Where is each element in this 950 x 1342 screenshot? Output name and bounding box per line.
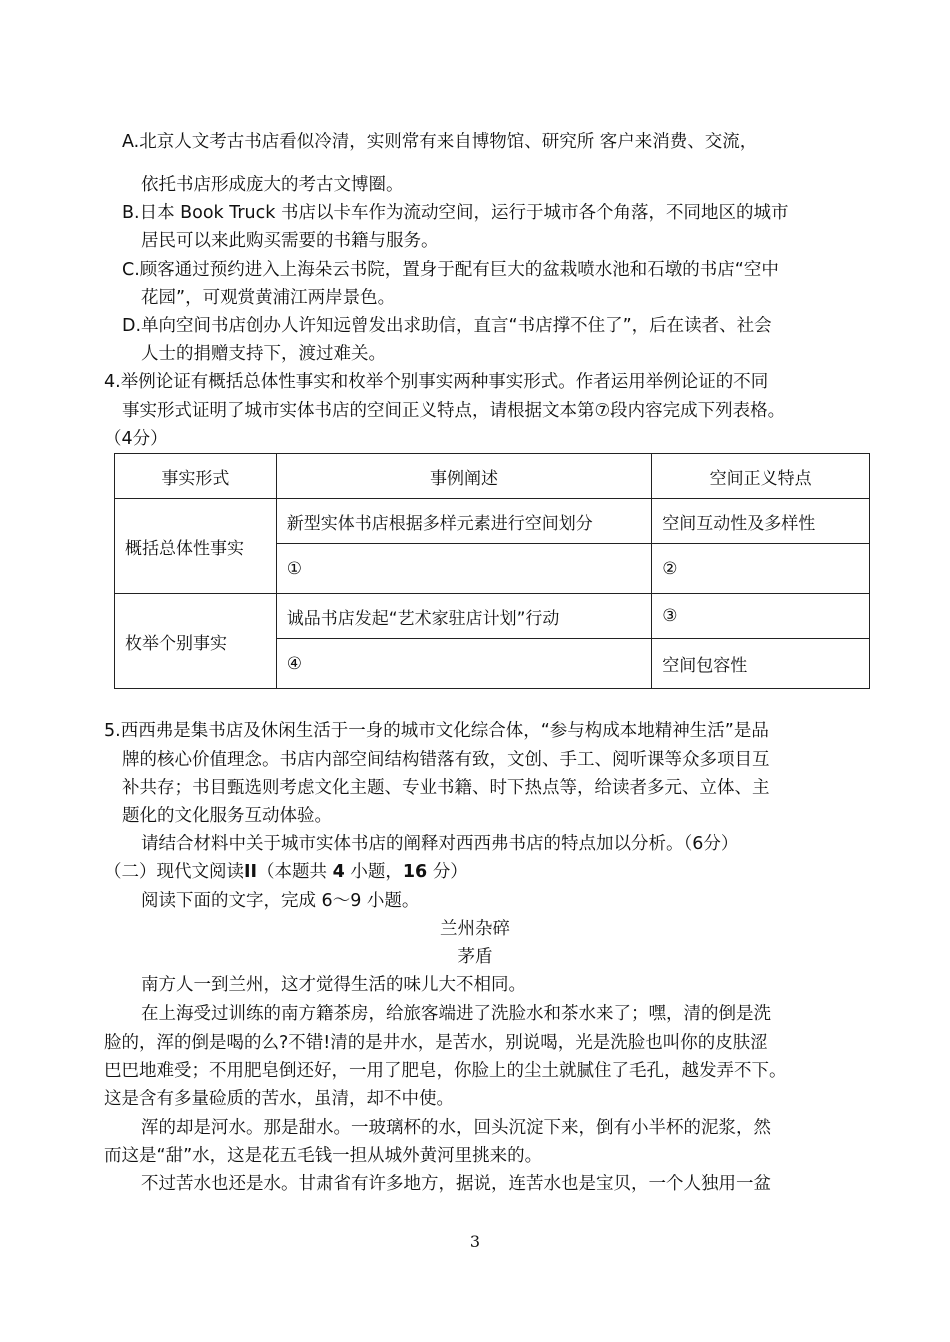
table-header: 空间正义特点 <box>652 454 870 499</box>
option-c-line2: 花园”，可观赏黄浦江两岸景色。 <box>141 288 396 308</box>
option-a-line2: 依托书店形成庞大的考古文博圈。 <box>141 175 404 195</box>
section-heading-text: （本题共 <box>257 862 328 882</box>
article-paragraph-2-line3: 巴巴地难受；不用肥皂倒还好，一用了肥皂，你脸上的尘土就腻住了毛孔，越发弄不下。 <box>104 1061 787 1081</box>
section-heading <box>104 860 468 884</box>
question-5-line2: 牌的核心价值理念。书店内部空间结构错落有致，文创、手工、阅听课等众多项目互 <box>122 750 770 770</box>
question-5-prompt: 请结合材料中关于城市实体书店的阐释对西西弗书店的特点加以分析。（6分） <box>141 834 739 854</box>
section-heading-text: 分） <box>432 862 468 882</box>
section-heading-text: 小题， <box>350 862 403 882</box>
option-d-line1: D.单向空间书店创办人许知远曾发出求助信，直言“书店撑不住了”，后在读者、社会 <box>122 316 772 336</box>
table-cell: 空间包容性 <box>652 639 870 689</box>
table-blank-cell: ① <box>276 544 651 594</box>
question-5-line1: 5.西西弗是集书店及休闲生活于一身的城市文化综合体，“参与构成本地精神生活”是品 <box>104 721 769 741</box>
section-score: 16 <box>402 862 428 882</box>
option-c-line1: C.顾客通过预约进入上海朵云书院，置身于配有巨大的盆栽喷水池和石墩的书店“空中 <box>122 260 779 280</box>
table-header: 事例阐述 <box>276 454 651 499</box>
article-title: 兰州杂碎 <box>440 919 510 939</box>
article-paragraph-2-line4: 这是含有多量硷质的苦水，虽清，却不中使。 <box>104 1089 454 1109</box>
article-paragraph-3-line2: 而这是“甜”水，这是花五毛钱一担从城外黄河里挑来的。 <box>104 1146 543 1166</box>
table-cell: 空间互动性及多样性 <box>652 499 870 544</box>
question-5-line3: 补共存；书目甄选则考虑文化主题、专业书籍、时下热点等，给读者多元、立体、主 <box>122 778 770 798</box>
table-group-label: 概括总体性事实 <box>115 499 277 594</box>
option-a-line1: A.北京人文考古书店看似冷清，实则常有来自博物馆、研究所 客户来消费、交流， <box>122 132 758 152</box>
article-paragraph-1: 南方人一到兰州，这才觉得生活的味儿大不相同。 <box>141 975 526 995</box>
table-blank-cell: ② <box>652 544 870 594</box>
article-paragraph-3-line1: 浑的却是河水。那是甜水。一玻璃杯的水，回头沉淀下来，倒有小半杯的泥浆，然 <box>141 1118 771 1138</box>
option-b-line1: B.日本 Book Truck 书店以卡车作为流动空间，运行于城市各个角落，不同地区的城市 <box>122 203 789 223</box>
question-4-line1: 4.举例论证有概括总体性事实和枚举个别事实两种事实形式。作者运用举例论证的不同 <box>104 372 769 392</box>
section-heading-roman: II <box>244 862 258 882</box>
article-author: 茅盾 <box>457 947 493 967</box>
question-4-line2: 事实形式证明了城市实体书店的空间正义特点，请根据文本第⑦段内容完成下列表格。 <box>122 401 786 421</box>
table-blank-cell: ③ <box>652 594 870 639</box>
table-group-label: 枚举个别事实 <box>115 594 277 689</box>
section-question-count: 4 <box>332 862 345 882</box>
section-heading-text: （二）现代文阅读 <box>104 862 244 882</box>
page-number: 3 <box>469 1232 481 1251</box>
table-blank-cell: ④ <box>276 639 651 689</box>
article-paragraph-2-line1: 在上海受过训练的南方籍茶房，给旅客端进了洗脸水和茶水来了；嘿，清的倒是洗 <box>141 1004 771 1024</box>
question-5-line4: 题化的文化服务互动体验。 <box>122 806 332 826</box>
table-cell: 新型实体书店根据多样元素进行空间划分 <box>276 499 651 544</box>
article-paragraph-4-line1: 不过苦水也还是水。甘肃省有许多地方，据说，连苦水也是宝贝，一个人独用一盆 <box>141 1174 771 1194</box>
section-instruction: 阅读下面的文字，完成 6～9 小题。 <box>141 891 420 911</box>
fact-form-table <box>114 453 870 689</box>
question-4-score: （4分） <box>104 429 168 449</box>
table-header: 事实形式 <box>115 454 277 499</box>
option-d-line2: 人士的捐赠支持下，渡过难关。 <box>141 344 386 364</box>
article-paragraph-2-line2: 脸的，浑的倒是喝的么?不错!清的是井水，是苦水，别说喝，光是洗脸也叫你的皮肤涩 <box>104 1033 768 1053</box>
option-b-line2: 居民可以来此购买需要的书籍与服务。 <box>141 231 439 251</box>
table-cell: 诚品书店发起“艺术家驻店计划”行动 <box>276 594 651 639</box>
